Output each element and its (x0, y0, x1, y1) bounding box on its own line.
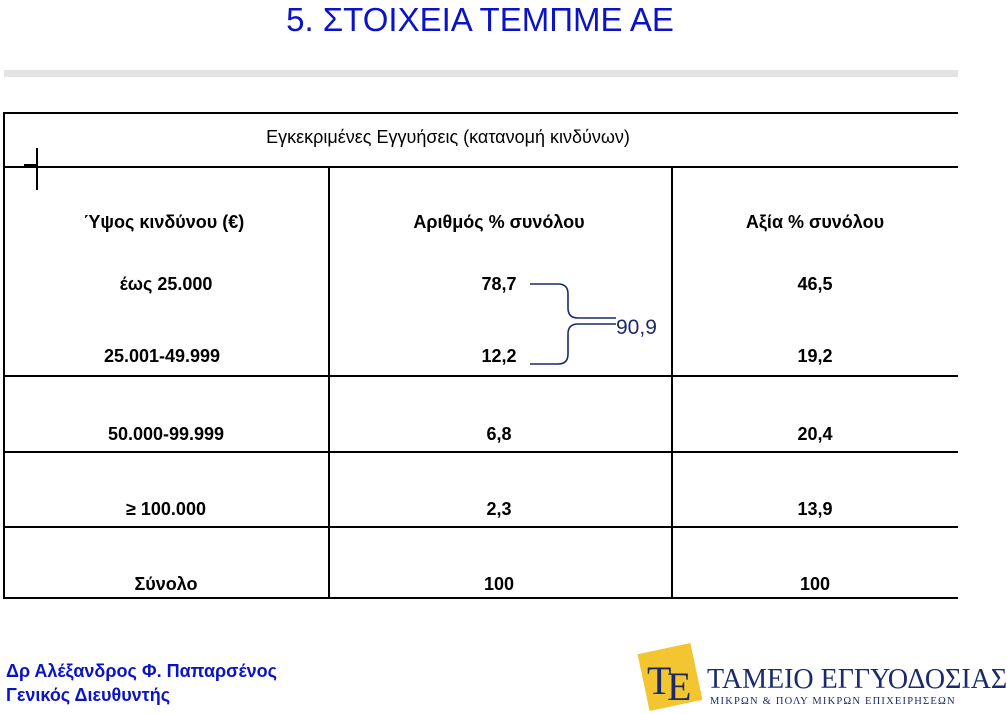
bracket-sum-value: 90,9 (616, 316, 657, 339)
row-3-value: 20,4 (797, 424, 833, 444)
row-3-count: 6,8 (486, 424, 512, 444)
logo-emblem-icon (637, 644, 705, 710)
header-risk: Ύψος κινδύνου (€) (83, 212, 245, 232)
row-1-value: 46,5 (797, 274, 833, 294)
column-divider (328, 166, 330, 599)
logo-subtitle: ΜΙΚΡΩΝ & ΠΟΛΥ ΜΙΚΡΩΝ ΕΠΙΧΕΙΡΗΣΕΩΝ (710, 696, 956, 707)
row-divider (5, 526, 958, 528)
footer-role: Γενικός Διευθυντής (6, 685, 171, 705)
row-divider (5, 166, 958, 168)
slide-title: 5. ΣΤΟΙΧΕΙΑ ΤΕΜΠΜΕ ΑΕ (286, 1, 674, 38)
table-caption: Εγκεκριμένες Εγγυήσεις (κατανομή κινδύνων) (266, 127, 630, 147)
header-count: Αριθμός % συνόλου (413, 212, 585, 232)
text-cursor-tick (24, 164, 36, 166)
row-divider (5, 451, 958, 453)
row-3-range: 50.000-99.999 (107, 424, 225, 444)
row-1-range: έως 25.000 (119, 274, 213, 294)
sum-bracket (528, 278, 618, 368)
text-cursor-mark (36, 148, 38, 190)
svg-text:E: E (667, 664, 692, 709)
fund-logo (637, 644, 1007, 710)
row-1-count: 78,7 (481, 274, 517, 294)
row-4-count: 2,3 (486, 499, 512, 519)
total-count: 100 (483, 574, 515, 594)
column-divider (671, 166, 673, 599)
footer-author: Δρ Αλέξανδρος Φ. Παπαρσένος (6, 661, 277, 681)
svg-text:T: T (647, 658, 672, 703)
row-2-value: 19,2 (797, 346, 833, 366)
row-4-value: 13,9 (797, 499, 833, 519)
row-4-range: ≥ 100.000 (126, 499, 206, 519)
row-2-range: 25.001-49.999 (103, 346, 221, 366)
total-value: 100 (799, 574, 831, 594)
row-2-count: 12,2 (481, 346, 517, 366)
title-divider (4, 70, 958, 77)
logo-name: ΤΑΜΕΙΟ ΕΓΓΥΟΔΟΣΙΑΣ (707, 664, 1007, 695)
row-divider (5, 375, 958, 377)
total-label: Σύνολο (134, 574, 198, 594)
header-value: Αξία % συνόλου (745, 212, 885, 232)
